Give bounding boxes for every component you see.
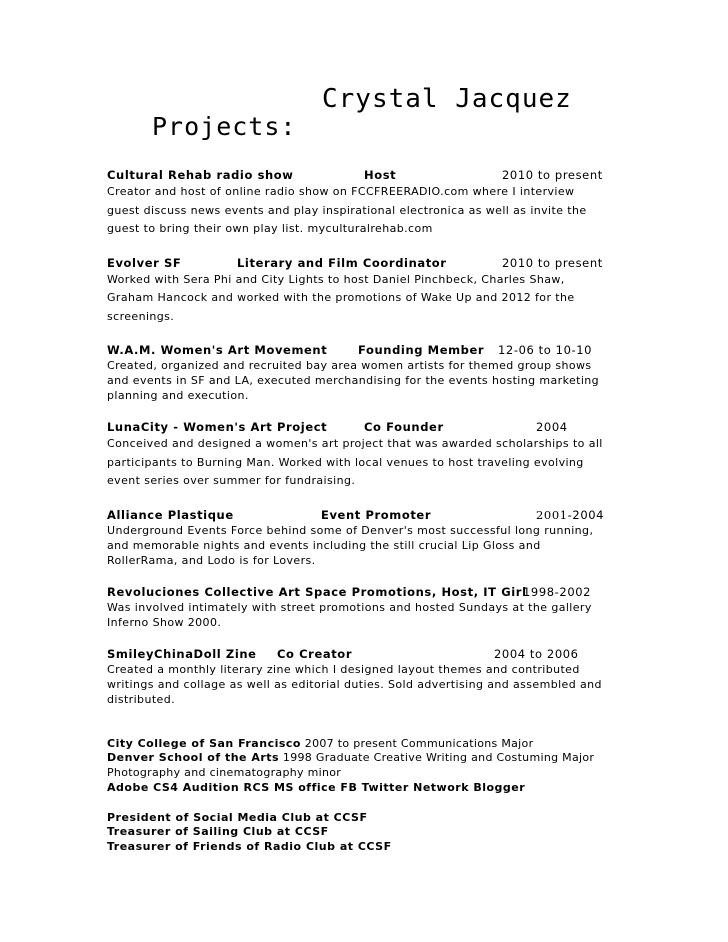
- project-role: Host: [364, 168, 397, 182]
- project-title: LunaCity - Women's Art Project: [107, 420, 328, 434]
- project-entry: [107, 253, 613, 327]
- project-title: W.A.M. Women's Art Movement: [107, 343, 328, 357]
- school-detail: 2007 to present Communications Major: [300, 736, 534, 750]
- project-dates: 2004 to 2006: [494, 646, 579, 661]
- description-line: Created, organized and recruited bay area women artists for themed group shows: [107, 359, 592, 372]
- project-entry: [107, 505, 613, 568]
- description-line: and events in SF and LA, executed merchandising for the events hosting marketing: [107, 374, 600, 387]
- description-line: participants to Burning Man. Worked with local venues to host traveling evolving: [107, 455, 584, 469]
- description-line: screenings.: [107, 309, 175, 323]
- description-line: Inferno Show 2000.: [107, 615, 222, 629]
- project-description: [107, 523, 613, 568]
- club-roles: [107, 811, 613, 855]
- project-header: [107, 582, 613, 600]
- skills-line: Adobe CS4 Audition RCS MS office FB Twitter Network Blogger: [107, 780, 526, 794]
- description-line: writings and collage as well as editorial duties. Sold advertising and assembled and: [107, 677, 602, 691]
- projects-list: [107, 165, 613, 855]
- description-line: distributed.: [107, 692, 175, 706]
- project-role: Co Founder: [364, 420, 444, 434]
- project-header: [107, 340, 613, 358]
- education-line: [107, 737, 613, 752]
- description-line: planning and execution.: [107, 389, 249, 402]
- description-line: Created a monthly literary zine which I designed layout themes and contributed: [107, 662, 580, 676]
- description-line: and memorable nights and events including the still crucial Lip Gloss and: [107, 538, 541, 552]
- project-header: [107, 253, 613, 271]
- description-line: Graham Hancock and worked with the promotions of Wake Up and 2012 for the: [107, 291, 575, 304]
- project-entry: [107, 340, 613, 403]
- project-title: SmileyChinaDoll Zine: [107, 646, 257, 661]
- project-description: [107, 435, 613, 491]
- project-title: Revoluciones Collective Art Space Promotions, Host, IT Girl: [107, 584, 527, 599]
- education-section: [107, 737, 613, 796]
- school-detail: 1998 Graduate Creative Writing and Costuming Major: [279, 751, 595, 765]
- description-line: Underground Events Force behind some of Denver's most successful long running,: [107, 523, 594, 537]
- project-dates: 1998-2002: [523, 584, 592, 599]
- project-header: [107, 644, 613, 662]
- project-dates: 2010 to present: [502, 168, 603, 182]
- description-line: event series over summer for fundraising.: [107, 474, 356, 487]
- education-line: Photography and cinematography minor: [107, 766, 342, 780]
- project-entry: [107, 644, 613, 707]
- project-title: Cultural Rehab radio show: [107, 168, 294, 182]
- project-dates: 2004: [536, 420, 568, 434]
- description-line: guest discuss news events and play inspirational electronica as well as invite the: [107, 203, 587, 217]
- project-header: [107, 165, 613, 183]
- project-header: [107, 417, 613, 435]
- project-description: [107, 271, 613, 327]
- description-line: guest to bring their own play list. myculturalrehab.com: [107, 222, 433, 235]
- project-description: [107, 183, 613, 239]
- project-entry: [107, 582, 613, 630]
- role-line: Treasurer of Friends of Radio Club at CCSF: [107, 840, 392, 854]
- description-line: Creator and host of online radio show on FCCFREERADIO.com where I interview: [107, 185, 575, 198]
- project-entry: [107, 165, 613, 239]
- description-line: Worked with Sera Phi and City Lights to host Daniel Pinchbeck, Charles Shaw,: [107, 272, 565, 286]
- project-description: [107, 600, 613, 630]
- description-line: Conceived and designed a women's art project that was awarded scholarships to all: [107, 437, 603, 450]
- project-dates-start: 2001: [536, 507, 568, 522]
- project-title: Evolver SF: [107, 255, 182, 270]
- role-line: President of Social Media Club at CCSF: [107, 810, 368, 824]
- description-line: RollerRama, and Lodo is for Lovers.: [107, 553, 316, 567]
- project-description: [107, 662, 613, 707]
- project-dates-end: -2004: [567, 507, 605, 522]
- project-entry: [107, 417, 613, 491]
- section-heading-projects: Projects:: [152, 112, 297, 141]
- resume-name: Crystal Jacquez: [322, 84, 572, 114]
- project-dates: 2010 to present: [502, 255, 603, 270]
- school-name: City College of San Francisco: [107, 736, 301, 750]
- school-name: Denver School of the Arts: [107, 751, 280, 765]
- project-description: [107, 358, 613, 403]
- project-header: [107, 505, 613, 523]
- project-dates: 12-06 to 10-10: [498, 343, 593, 357]
- project-role: Literary and Film Coordinator: [237, 255, 447, 270]
- project-title: Alliance Plastique: [107, 507, 234, 522]
- project-role: Founding Member: [358, 343, 485, 357]
- education-line: [107, 751, 613, 766]
- project-role: Event Promoter: [321, 507, 432, 522]
- role-line: Treasurer of Sailing Club at CCSF: [107, 825, 329, 839]
- description-line: Was involved intimately with street promotions and hosted Sundays at the gallery: [107, 600, 592, 614]
- project-role: Co Creator: [277, 646, 353, 661]
